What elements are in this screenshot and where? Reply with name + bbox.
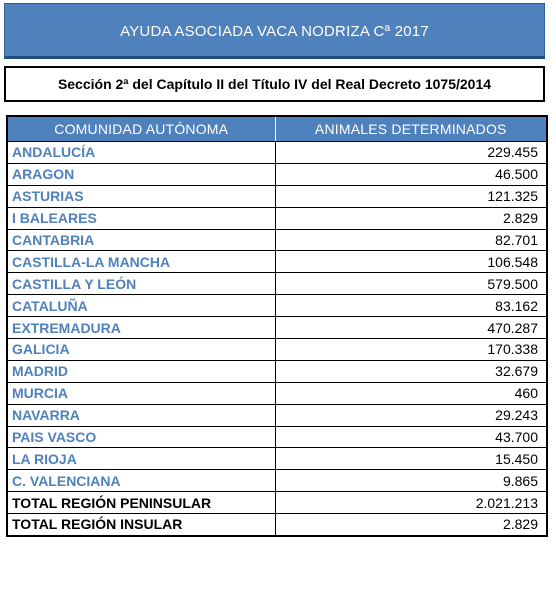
- page-subtitle: Sección 2ª del Capítulo II del Título IV del Real Decreto 1075/2014: [4, 66, 545, 102]
- table-row: [7, 185, 547, 207]
- column-header-comunidad: COMUNIDAD AUTÓNOMA: [7, 116, 275, 142]
- table-row: [7, 273, 547, 295]
- row-name: MURCIA: [7, 382, 275, 404]
- table-row: [7, 142, 547, 164]
- row-value: 170.338: [275, 339, 547, 361]
- row-value: 15.450: [275, 448, 547, 470]
- table-row: [7, 448, 547, 470]
- row-value: 460: [275, 382, 547, 404]
- table-row: [7, 470, 547, 492]
- row-value: 229.455: [275, 142, 547, 164]
- row-name: C. VALENCIANA: [7, 470, 275, 492]
- table-row: [7, 339, 547, 361]
- row-name: NAVARRA: [7, 404, 275, 426]
- row-value: 470.287: [275, 317, 547, 339]
- row-value: 43.700: [275, 426, 547, 448]
- table-row: [7, 360, 547, 382]
- row-value: 46.500: [275, 163, 547, 185]
- page-title: AYUDA ASOCIADA VACA NODRIZA Cª 2017: [4, 3, 545, 59]
- row-name: PAIS VASCO: [7, 426, 275, 448]
- row-name: GALICIA: [7, 339, 275, 361]
- row-name: EXTREMADURA: [7, 317, 275, 339]
- table-row: [7, 207, 547, 229]
- total-value: 2.021.213: [275, 492, 547, 514]
- table-row: [7, 251, 547, 273]
- table-row: [7, 426, 547, 448]
- total-label: TOTAL REGIÓN INSULAR: [7, 514, 275, 536]
- row-value: 9.865: [275, 470, 547, 492]
- data-table: [6, 115, 548, 537]
- row-value: 32.679: [275, 360, 547, 382]
- table-row: [7, 295, 547, 317]
- row-name: ANDALUCÍA: [7, 142, 275, 164]
- row-name: CANTABRIA: [7, 229, 275, 251]
- total-label: TOTAL REGIÓN PENINSULAR: [7, 492, 275, 514]
- row-value: 83.162: [275, 295, 547, 317]
- row-name: LA RIOJA: [7, 448, 275, 470]
- column-header-animales: ANIMALES DETERMINADOS: [275, 116, 547, 142]
- table-header-row: [7, 116, 547, 142]
- table-row: [7, 382, 547, 404]
- row-name: MADRID: [7, 360, 275, 382]
- row-value: 121.325: [275, 185, 547, 207]
- row-value: 579.500: [275, 273, 547, 295]
- table-row: [7, 317, 547, 339]
- row-value: 106.548: [275, 251, 547, 273]
- row-value: 2.829: [275, 207, 547, 229]
- row-name: CATALUÑA: [7, 295, 275, 317]
- row-value: 29.243: [275, 404, 547, 426]
- row-name: I BALEARES: [7, 207, 275, 229]
- table-row: [7, 404, 547, 426]
- row-name: CASTILLA-LA MANCHA: [7, 251, 275, 273]
- row-name: CASTILLA Y LEÓN: [7, 273, 275, 295]
- total-row-insular: [7, 514, 547, 536]
- total-row-peninsular: [7, 492, 547, 514]
- table-row: [7, 163, 547, 185]
- row-value: 82.701: [275, 229, 547, 251]
- table-row: [7, 229, 547, 251]
- row-name: ARAGON: [7, 163, 275, 185]
- total-value: 2.829: [275, 514, 547, 536]
- row-name: ASTURIAS: [7, 185, 275, 207]
